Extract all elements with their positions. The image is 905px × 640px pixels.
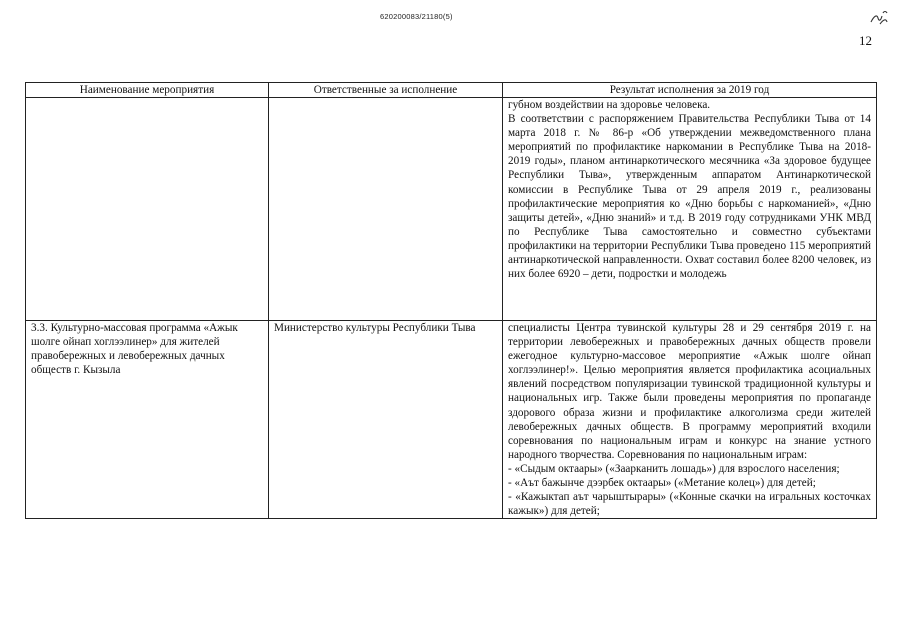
event-cell: 3.3. Культурно-массовая программа «Ажык шолге ойнап хоглээлинер» для жителей правобережных и левобережных дачных обществ г. Кызыла [26,321,269,519]
table-row [26,98,877,321]
column-header-event: Наименование мероприятия [26,83,269,98]
result-list-item: - «Аът бажынче дээрбек октаары» («Метание колец») для детей; [508,477,816,490]
column-header-result: Результат исполнения за 2019 год [503,83,877,98]
result-paragraph: специалисты Центра тувинской культуры 28 и 29 сентября 2019 г. на территории левобережных и правобережных дачных обществ провели ежегодное культурно-массовое мероприятие «Ажык шолге ойнап хоглээлинер!». Целью мероприятия является профилактика асоциальных явлений посредством популяризации тувинской традиционной культуры и национальных игр. Также были проведены мероприятия по пропаганде здорового образа жизни и профилактике алкоголизма среди жителей левобережных дачных обществ. В программу мероприятий входили соревнования по национальным играм и конкурс на знание устного народного творчества. Соревнования по национальным играм: [508,322,871,461]
document-code: 620200083/21180(5) [380,12,453,21]
result-paragraph: губном воздействии на здоровье человека. [508,99,711,111]
responsible-cell: Министерство культуры Республики Тыва [269,321,503,519]
column-header-responsible: Ответственные за исполнение [269,83,503,98]
result-cell [503,321,877,519]
result-list-item: - «Кажыктап аът чарыштырары» («Конные скачки на игральных косточках кажык») для детей; [508,491,871,518]
report-table [25,82,877,519]
handwritten-mark [868,8,890,30]
result-cell [503,98,877,321]
responsible-cell [269,98,503,321]
result-list-item: - «Сыдым октаары» («Заарканить лошадь») для взрослого населения; [508,462,840,475]
page-number: 12 [859,33,872,48]
table-row [26,321,877,519]
result-paragraph: В соответствии с распоряжением Правительства Республики Тыва от 14 марта 2018 г. № 86-р «Об утверждении межведомственного плана мероприятий по профилактике наркомании в Республике Тыва на 2018-2019 годы», планом антинаркотического месячника «За здоровое будущее Республики Тыва», утвержденным аппаратом Антинаркотической комиссии в Республике Тыва от 29 апреля 2019 г., реализованы профилактические мероприятия ко «Дню борьбы с наркоманией», «Дню защиты детей», «Дню знаний» и т.д. В 2019 году сотрудниками УНК МВД по Республике Тыва самостоятельно и совместно субъектами профилактики на территории Республики Тыва проведено 115 мероприятий антинаркотической направленности. Охват составил более 8200 человек, из них более 6920 – дети, подростки и молодежь [508,113,871,281]
table-header-row [26,83,877,98]
event-cell [26,98,269,321]
